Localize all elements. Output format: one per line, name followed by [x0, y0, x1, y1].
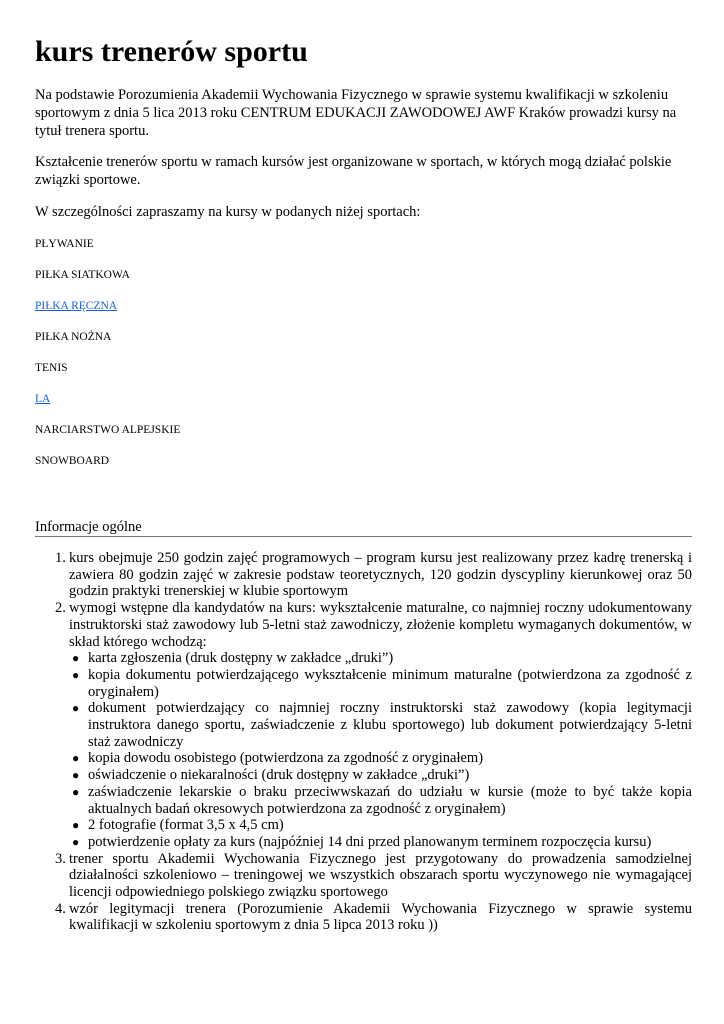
- bullet-item: [35, 767, 692, 784]
- bullet-icon: ●: [72, 818, 80, 833]
- list-item-number: 1.: [55, 550, 66, 566]
- bullet-text: kopia dokumentu potwierdzającego wykształcenie minimum maturalne (potwierdzona za zgodność z oryginałem): [88, 666, 692, 700]
- list-item-text: wzór legitymacji trenera (Porozumienie Akademii Wychowania Fizycznego w sprawie systemu kwalifikacji w szkoleniu sportowym z dnia 5 lipca 2013 roku )): [69, 900, 692, 934]
- list-item-text: wymogi wstępne dla kandydatów na kurs: wykształcenie maturalne, co najmniej roczny udokumentowany instruktorski staż zawodowy lub 5-letni staż zawodniczy, złożenie kompletu wymaganych dokumentów, w skład którego wchodzą:: [69, 600, 692, 650]
- sport-item-tenis: TENIS: [35, 362, 68, 374]
- bullet-item: [35, 750, 692, 767]
- list-item-text: kurs obejmuje 250 godzin zajęć programowych – program kursu jest realizowany przez kadrę trenerską i zawiera 80 godzin zajęć w zakresie podstaw teoretycznych, 120 godzin dyscypliny kierunkowej oraz 50 godzin praktyki trenerskiej w klubie sportowym: [69, 550, 692, 600]
- list-item: [35, 600, 692, 650]
- info-list: [35, 550, 692, 934]
- bullet-item: [35, 784, 692, 817]
- intro-paragraph-2: Kształcenie trenerów sportu w ramach kursów jest organizowane w sportach, w których mogą działać polskie związki sportowe.: [35, 154, 672, 188]
- bullet-text: oświadczenie o niekaralności (druk dostępny w zakładce „druki”): [88, 767, 470, 784]
- bullet-text: dokument potwierdzający co najmniej roczny instruktorski staż zawodowy (kopia legitymacji instruktora danego sportu, zaświadczenie z klubu sportowego) lub dokument potwierdzający 5-letni staż zawodniczy: [88, 700, 692, 750]
- bullet-icon: ●: [72, 667, 80, 682]
- bullet-text: zaświadczenie lekarskie o braku przeciwwskazań do udziału w kursie (może to być także kopia aktualnych badań okresowych potwierdzona za zgodność z oryginałem): [88, 783, 692, 817]
- bullet-item: [35, 667, 692, 700]
- page-title: kurs trenerów sportu: [35, 35, 308, 68]
- intro-paragraph-3: W szczególności zapraszamy na kursy w podanych niżej sportach:: [35, 204, 421, 220]
- bullet-text: potwierdzenie opłaty za kurs (najpóźniej 14 dni przed planowanym terminem rozpoczęcia kursu): [88, 833, 652, 850]
- list-item-number: 2.: [55, 600, 66, 617]
- list-item-number: 4.: [55, 900, 66, 917]
- requirements-bullet-list: [35, 650, 692, 850]
- bullet-text: 2 fotografie (format 3,5 x 4,5 cm): [88, 817, 284, 834]
- bullet-icon: ●: [72, 768, 80, 783]
- sport-item-pilka-nozna: PIŁKA NOŻNA: [35, 331, 112, 343]
- list-item: [35, 901, 692, 934]
- sport-item-plywanie: PŁYWANIE: [35, 238, 94, 250]
- bullet-item: [35, 817, 692, 834]
- list-item-number: 3.: [55, 850, 66, 867]
- bullet-icon: ●: [72, 834, 80, 849]
- bullet-icon: ●: [72, 651, 80, 666]
- list-item-text: trener sportu Akademii Wychowania Fizycznego jest przygotowany do prowadzenia samodzielnej działalności szkoleniowo – treningowej we wszystkich obszarach sportu wyczynowego nie wymagającej licencji odpowiedniego polskiego związku sportowego: [69, 850, 692, 901]
- sport-item-snowboard: SNOWBOARD: [35, 455, 110, 467]
- bullet-icon: ●: [72, 784, 80, 799]
- bullet-icon: ●: [72, 701, 80, 716]
- intro-paragraph-1: Na podstawie Porozumienia Akademii Wychowania Fizycznego w sprawie systemu kwalifikacji w szkoleniu sportowym z dnia 5 lica 2013 roku CENTRUM EDUKACJI ZAWODOWEJ AWF Kraków prowadzi kursy na tytuł trenera sportu.: [35, 87, 677, 139]
- bullet-item: [35, 700, 692, 750]
- sport-link-la[interactable]: LA: [35, 393, 51, 405]
- section-title-informacje: Informacje ogólne: [35, 518, 692, 537]
- bullet-item: [35, 650, 692, 667]
- bullet-item: [35, 834, 692, 851]
- bullet-text: karta zgłoszenia (druk dostępny w zakładce „druki”): [88, 650, 394, 667]
- list-item: [35, 550, 692, 600]
- list-item: [35, 851, 692, 901]
- bullet-icon: ●: [72, 751, 80, 766]
- bullet-text: kopia dowodu osobistego (potwierdzona za zgodność z oryginałem): [88, 750, 484, 767]
- sport-item-narciarstwo-alpejskie: NARCIARSTWO ALPEJSKIE: [35, 424, 181, 436]
- sport-link-pilka-reczna[interactable]: PIŁKA RĘCZNA: [35, 300, 118, 312]
- sport-item-pilka-siatkowa: PIŁKA SIATKOWA: [35, 269, 130, 281]
